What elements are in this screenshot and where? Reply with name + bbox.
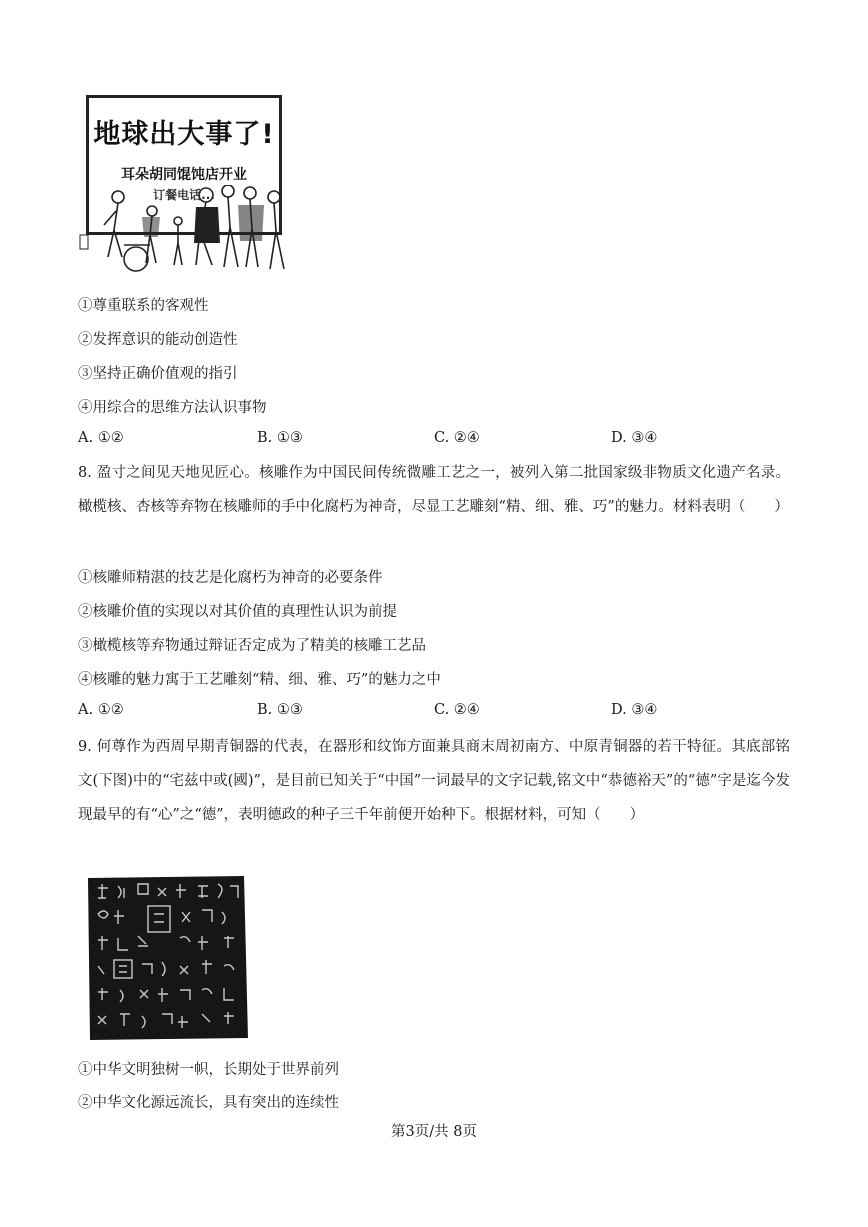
q7-option-c[interactable]: C. ②④ — [434, 430, 480, 446]
q7-item-3: ③坚持正确价值观的指引 — [78, 366, 238, 382]
q8-option-b[interactable]: B. ①③ — [257, 702, 303, 718]
q7-item-1: ①尊重联系的客观性 — [78, 298, 209, 314]
q7-option-b[interactable]: B. ①③ — [257, 430, 303, 446]
cartoon-illustration — [78, 90, 300, 276]
q8-option-c[interactable]: C. ②④ — [434, 702, 480, 718]
cartoon-sign-line1: 耳朵胡同馄饨店开业 — [121, 167, 247, 183]
crowd-figures — [78, 185, 300, 276]
bronze-inscription-rubbing — [84, 874, 250, 1042]
q8-item-4: ④核雕的魅力寓于工艺雕刻“精、细、雅、巧”的魅力之中 — [78, 672, 441, 688]
q7-item-4: ④用综合的思维方法认识事物 — [78, 400, 267, 416]
q8-option-a[interactable]: A. ①② — [78, 702, 124, 718]
q8-item-2: ②核雕价值的实现以对其价值的真理性认识为前提 — [78, 604, 397, 620]
q9-stem: 9. 何尊作为西周早期青铜器的代表，在器形和纹饰方面兼具商末周初南方、中原青铜器的若干特征。其底部铭文(下图)中的“宅兹中或(國)”，是目前已知关于“中国”一词最早的文字记载,铭文中“恭德裕天”的“德”字是迄今发现最早的有“心”之“德”，表明德政的种子三千年前便开始种下。根据材料，可知（ ） — [78, 739, 790, 823]
q8-option-d[interactable]: D. ③④ — [611, 702, 658, 718]
cartoon-sign-title: 地球出大事了! — [93, 119, 275, 150]
q7-option-d[interactable]: D. ③④ — [611, 430, 658, 446]
cartoon-sign-line2: 订餐电话... — [153, 188, 215, 202]
page-footer: 第3页/共 8页 — [391, 1124, 477, 1140]
q9-item-2: ②中华文化源远流长，具有突出的连续性 — [78, 1095, 339, 1111]
q9-item-1: ①中华文明独树一帜，长期处于世界前列 — [78, 1062, 339, 1078]
q7-option-a[interactable]: A. ①② — [78, 430, 124, 446]
q7-item-2: ②发挥意识的能动创造性 — [78, 332, 238, 348]
q8-stem: 8. 盈寸之间见天地见匠心。核雕作为中国民间传统微雕工艺之一，被列入第二批国家级非物质文化遗产名录。橄榄核、杏核等弃物在核雕师的手中化腐朽为神奇，尽显工艺雕刻“精、细、雅、巧”的魅力。材料表明（ ） — [78, 465, 790, 515]
q8-item-1: ①核雕师精湛的技艺是化腐朽为神奇的必要条件 — [78, 570, 383, 586]
q8-item-3: ③橄榄核等弃物通过辩证否定成为了精美的核雕工艺品 — [78, 638, 426, 654]
